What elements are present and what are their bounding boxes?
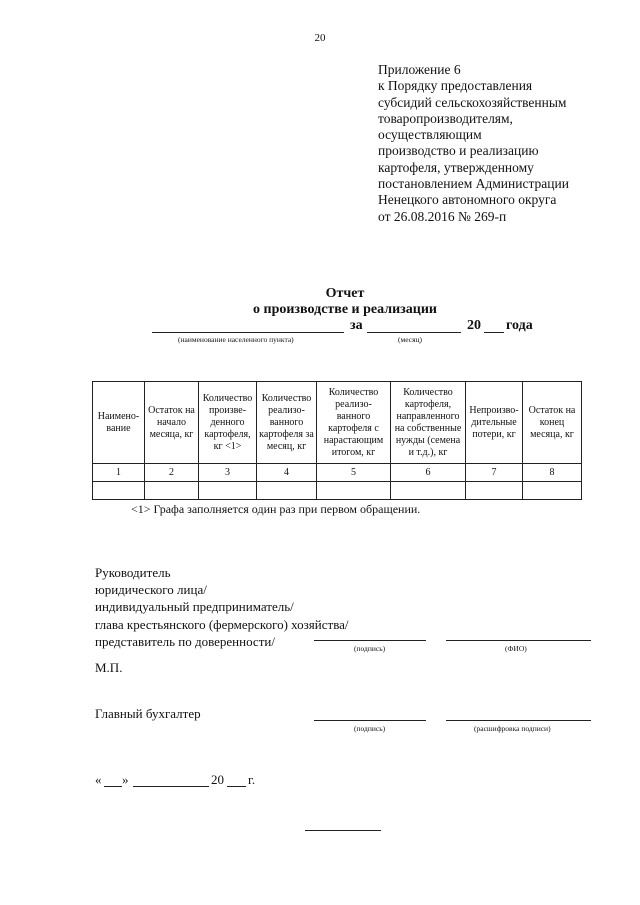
table-row <box>93 482 582 500</box>
signatory-line: представитель по доверенности/ <box>95 633 275 649</box>
stamp-label: М.П. <box>95 660 123 675</box>
appendix-line: производство и реализацию <box>378 143 539 159</box>
header-cell: Количество картофеля, направленного на собственные нужды (семена и т.д.), кг <box>391 382 466 464</box>
accountant-decoding-caption: (расшифровка подписи) <box>474 724 551 733</box>
month-caption: (месяц) <box>398 335 423 344</box>
column-number: 7 <box>466 464 523 482</box>
appendix-line: Приложение 6 <box>378 62 461 77</box>
head-signature-line[interactable] <box>314 640 426 641</box>
appendix-line: субсидий сельскохозяйственным <box>378 94 567 110</box>
report-title: Отчет <box>325 286 365 301</box>
header-cell: Остаток на конец месяца, кг <box>523 382 582 464</box>
settlement-caption: (наименование населенного пункта) <box>178 335 294 344</box>
table-row <box>93 464 582 482</box>
appendix-line: постановлением Администрации <box>378 176 569 192</box>
date-year-line[interactable] <box>227 786 246 787</box>
appendix-line: картофеля, утвержденному <box>378 159 534 175</box>
column-number: 2 <box>145 464 199 482</box>
signatory-line: юридического лица/ <box>95 582 207 598</box>
year-suffix: года <box>506 318 533 333</box>
settlement-input-line[interactable] <box>152 332 344 333</box>
date-quote-open: « <box>95 772 102 787</box>
year-input-line[interactable] <box>484 332 504 333</box>
page-number: 20 <box>314 32 326 44</box>
head-signature-caption: (подпись) <box>354 644 386 653</box>
table-cell[interactable] <box>199 482 257 500</box>
year-prefix: 20 <box>467 318 481 333</box>
header-cell: Количество произве-денного картофеля, кг <1> <box>199 382 257 464</box>
appendix-block <box>378 62 628 225</box>
appendix-line: к Порядку предоставления <box>378 78 533 94</box>
closing-divider <box>305 830 381 831</box>
table-cell[interactable] <box>93 482 145 500</box>
column-number: 8 <box>523 464 582 482</box>
column-number: 4 <box>257 464 317 482</box>
signatory-line: Руководитель <box>95 565 171 580</box>
accountant-signature-caption: (подпись) <box>354 724 386 733</box>
appendix-line: осуществляющим <box>378 127 482 143</box>
accountant-label: Главный бухгалтер <box>95 706 201 721</box>
month-input-line[interactable] <box>367 332 461 333</box>
signatory-line: глава крестьянского (фермерского) хозяйства/ <box>95 616 349 632</box>
appendix-line: товаропроизводителям, <box>378 110 513 126</box>
report-table <box>92 381 582 500</box>
table-cell[interactable] <box>145 482 199 500</box>
footnote: <1> Графа заполняется один раз при первом обращении. <box>131 502 421 516</box>
table-cell[interactable] <box>391 482 466 500</box>
header-cell: Количество реализо-ванного картофеля за месяц, кг <box>257 382 317 464</box>
column-number: 3 <box>199 464 257 482</box>
signatory-block <box>95 564 349 650</box>
accountant-decoding-line[interactable] <box>446 720 591 721</box>
signatory-line: индивидуальный предприниматель/ <box>95 599 294 615</box>
date-year-suffix: г. <box>248 772 256 787</box>
column-number: 6 <box>391 464 466 482</box>
table-cell[interactable] <box>257 482 317 500</box>
accountant-signature-line[interactable] <box>314 720 426 721</box>
date-quote-close: » <box>122 772 129 787</box>
date-year-prefix: 20 <box>211 772 224 787</box>
report-subtitle: о производстве и реализации <box>253 302 437 317</box>
date-month-line[interactable] <box>133 786 209 787</box>
header-cell: Количество реализо-ванного картофеля с нарастающим итогом, кг <box>317 382 391 464</box>
header-cell: Наимено-вание <box>93 382 145 464</box>
table-cell[interactable] <box>466 482 523 500</box>
table-cell[interactable] <box>523 482 582 500</box>
head-name-line[interactable] <box>446 640 591 641</box>
head-name-caption: (ФИО) <box>505 644 527 653</box>
column-number: 5 <box>317 464 391 482</box>
for-label: за <box>350 318 363 333</box>
table-cell[interactable] <box>317 482 391 500</box>
appendix-line: от 26.08.2016 № 269-п <box>378 208 507 224</box>
column-number: 1 <box>93 464 145 482</box>
date-day-line[interactable] <box>104 786 122 787</box>
header-cell: Остаток на начало месяца, кг <box>145 382 199 464</box>
table-header-row <box>93 382 582 464</box>
appendix-line: Ненецкого автономного округа <box>378 192 557 208</box>
header-cell: Непроизво-дительные потери, кг <box>466 382 523 464</box>
